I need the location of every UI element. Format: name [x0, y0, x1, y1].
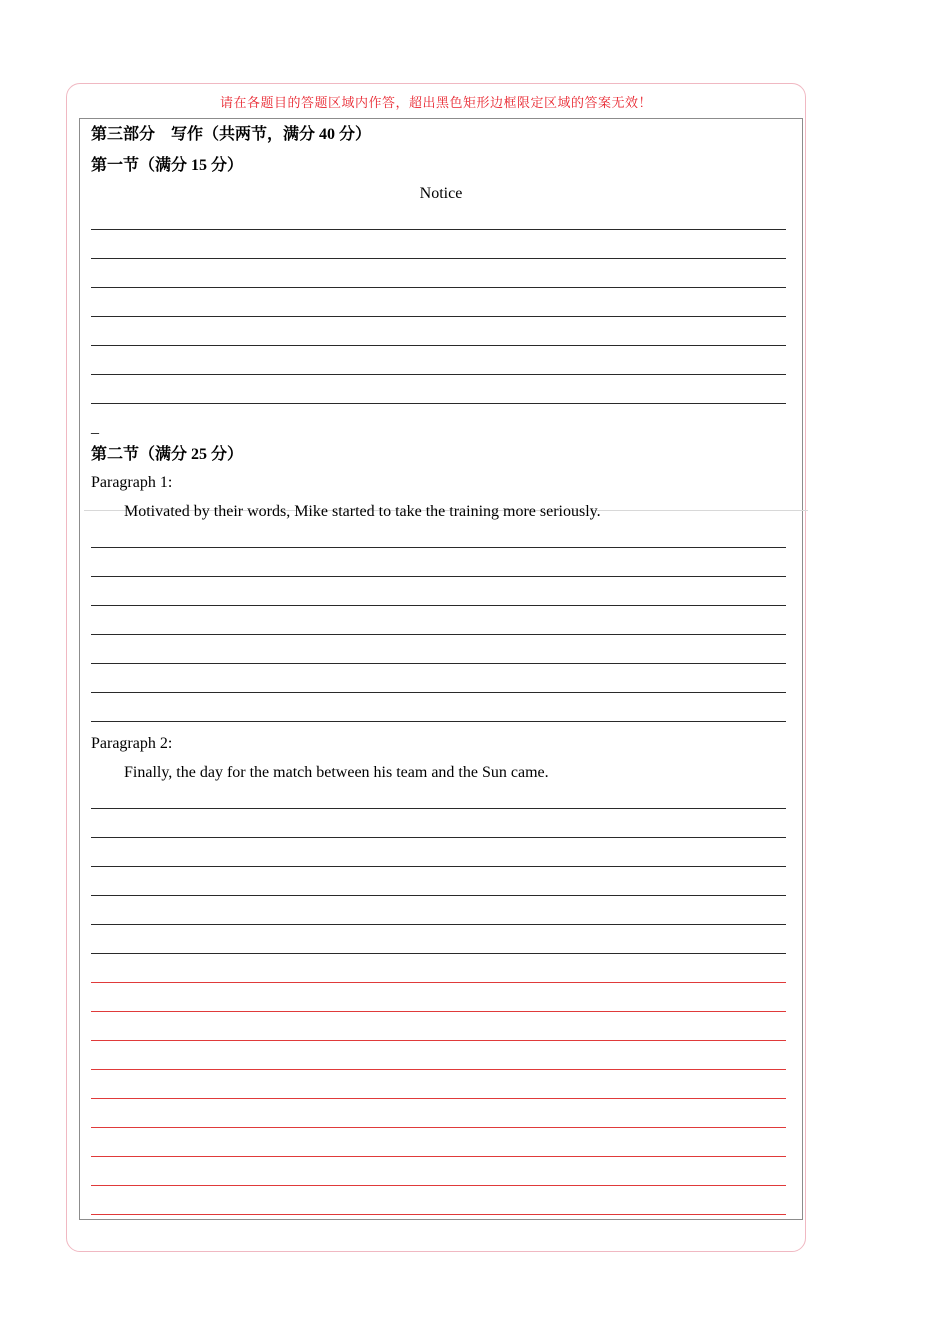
- part-title: 第三部分 写作（共两节，满分 40 分）: [91, 126, 372, 143]
- writing-line[interactable]: [91, 258, 786, 259]
- writing-line[interactable]: [91, 866, 786, 867]
- writing-line-red[interactable]: [91, 1156, 786, 1157]
- paragraph2-opening: Finally, the day for the match between his team and the Sun came.: [124, 764, 549, 781]
- writing-line-red[interactable]: [91, 1098, 786, 1099]
- writing-line[interactable]: [91, 287, 786, 288]
- writing-line[interactable]: [91, 403, 786, 404]
- writing-line[interactable]: [91, 721, 786, 722]
- writing-line-red[interactable]: [91, 1011, 786, 1012]
- section2-title: 第二节（满分 25 分）: [91, 446, 244, 463]
- paragraph1-opening: Motivated by their words, Mike started to take the training more seriously.: [124, 503, 601, 520]
- paragraph1-label: Paragraph 1:: [91, 474, 173, 491]
- writing-line[interactable]: [91, 316, 786, 317]
- writing-line[interactable]: [91, 229, 786, 230]
- writing-line[interactable]: [91, 547, 786, 548]
- writing-line[interactable]: [91, 692, 786, 693]
- writing-line[interactable]: [91, 345, 786, 346]
- answer-area-warning: 请在各题目的答题区域内作答，超出黑色矩形边框限定区域的答案无效！: [219, 95, 652, 110]
- writing-line[interactable]: [91, 634, 786, 635]
- writing-answer-box: [79, 118, 803, 1220]
- writing-line[interactable]: [91, 924, 786, 925]
- writing-line[interactable]: [91, 808, 786, 809]
- section1-title: 第一节（满分 15 分）: [91, 157, 244, 174]
- writing-line-red[interactable]: [91, 1185, 786, 1186]
- writing-line-red[interactable]: [91, 982, 786, 983]
- writing-line-red[interactable]: [91, 1040, 786, 1041]
- trailing-mark: _: [91, 419, 99, 436]
- writing-line[interactable]: [91, 374, 786, 375]
- writing-line[interactable]: [91, 837, 786, 838]
- writing-line[interactable]: [91, 605, 786, 606]
- writing-line-red[interactable]: [91, 1069, 786, 1070]
- notice-heading: Notice: [419, 185, 463, 202]
- writing-line-red[interactable]: [91, 1214, 786, 1215]
- writing-line[interactable]: [91, 663, 786, 664]
- writing-line[interactable]: [91, 576, 786, 577]
- writing-line[interactable]: [91, 953, 786, 954]
- paragraph2-label: Paragraph 2:: [91, 735, 173, 752]
- writing-line-red[interactable]: [91, 1127, 786, 1128]
- writing-line[interactable]: [91, 895, 786, 896]
